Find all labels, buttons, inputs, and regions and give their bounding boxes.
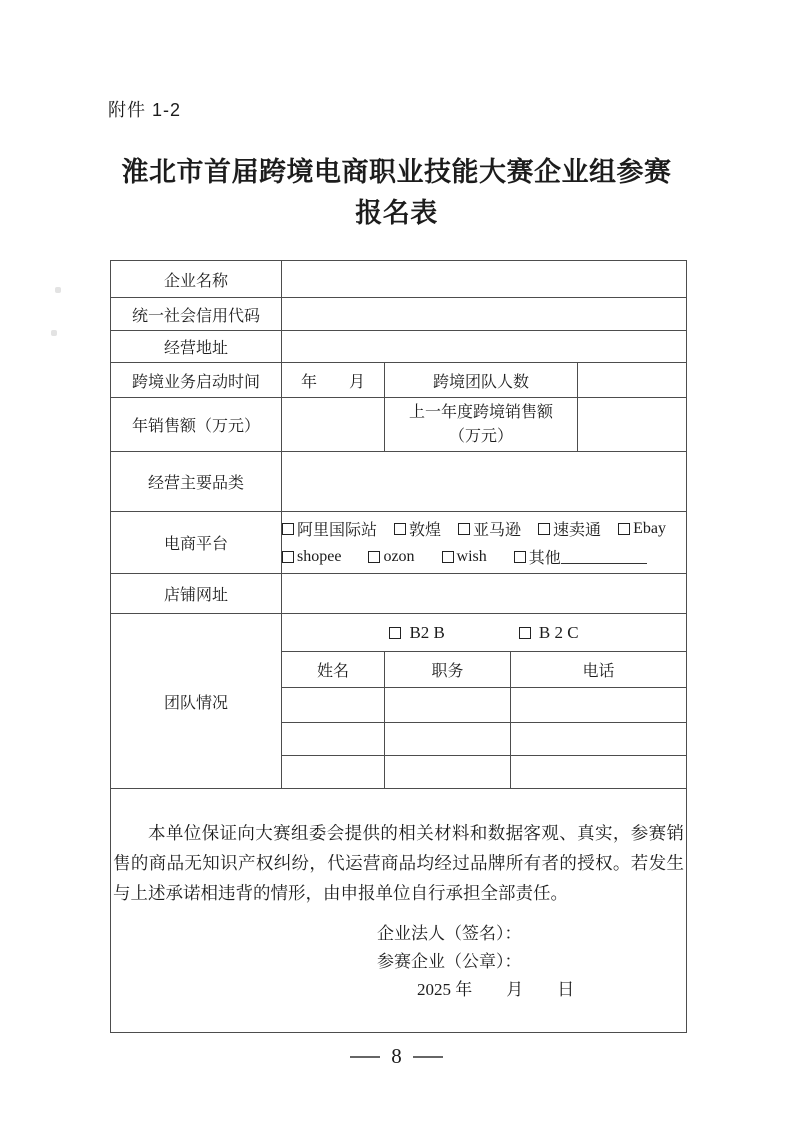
page-number-dash [350, 1056, 380, 1058]
categories-label: 经营主要品类 [111, 452, 282, 512]
credit-code-input-cell[interactable] [282, 298, 687, 331]
annual-sales-input-cell[interactable] [282, 398, 385, 452]
team-name-input-cell[interactable] [282, 688, 385, 723]
date-line: 2025 年 月 日 [417, 979, 575, 999]
declaration-row [111, 789, 687, 1033]
team-position-input-cell[interactable] [385, 756, 511, 789]
annual-sales-label: 年销售额（万元） [111, 398, 282, 452]
team-header-phone: 电话 [511, 652, 687, 688]
platforms-label: 电商平台 [111, 512, 282, 574]
last-year-sales-label [385, 398, 578, 452]
business-model-options [282, 623, 686, 643]
scan-speck [51, 330, 57, 336]
platform-checkbox-item[interactable] [368, 548, 414, 566]
team-size-label: 跨境团队人数 [385, 363, 578, 398]
platform-checkbox-item[interactable] [442, 548, 487, 566]
platform-checkbox-item[interactable] [458, 517, 521, 540]
platform-option-label: 敦煌 [409, 522, 442, 539]
platform-checkbox-item-other[interactable] [514, 545, 647, 568]
b2c-checkbox-item[interactable] [519, 623, 579, 643]
platform-option-label: 其他 [528, 550, 561, 567]
team-phone-input-cell[interactable] [511, 723, 687, 756]
checkbox-icon [282, 523, 294, 535]
page-number [0, 1044, 793, 1069]
checkbox-icon [442, 551, 454, 563]
platform-option-label: wish [456, 547, 487, 565]
platform-checkbox-item[interactable] [538, 517, 601, 540]
team-size-input-cell[interactable] [578, 363, 687, 398]
store-url-input-cell[interactable] [282, 574, 687, 614]
team-position-input-cell[interactable] [385, 723, 511, 756]
start-time-label: 跨境业务启动时间 [111, 363, 282, 398]
legal-person-signature-line: 企业法人（签名）： [377, 923, 522, 943]
business-model-cell [282, 614, 687, 652]
table-row [111, 614, 687, 652]
team-name-input-cell[interactable] [282, 756, 385, 789]
last-year-sales-label-line1: 上一年度跨境销售额 [408, 403, 553, 421]
checkbox-icon [389, 627, 401, 639]
table-row [111, 261, 687, 298]
page-number-value: 8 [391, 1044, 402, 1068]
platform-option-label: shopee [297, 547, 342, 565]
signature-block [377, 920, 686, 1004]
last-year-sales-input-cell[interactable] [578, 398, 687, 452]
checkbox-icon [458, 523, 470, 535]
platform-checkbox-item[interactable] [394, 517, 441, 540]
page-title [0, 152, 793, 234]
table-row [111, 363, 687, 398]
team-name-input-cell[interactable] [282, 723, 385, 756]
address-input-cell[interactable] [282, 331, 687, 363]
team-header-name: 姓名 [282, 652, 385, 688]
platform-checkbox-item[interactable] [282, 517, 377, 540]
platform-option-label: 亚马逊 [473, 522, 522, 539]
company-name-label: 企业名称 [111, 261, 282, 298]
categories-input-cell[interactable] [282, 452, 687, 512]
start-time-input-cell[interactable]: 年 月 [282, 363, 385, 398]
attachment-label: 附件 1-2 [108, 100, 182, 120]
other-platform-fill-line[interactable] [561, 549, 647, 564]
registration-form-table [110, 260, 687, 1033]
declaration-cell [111, 789, 687, 1033]
company-name-input-cell[interactable] [282, 261, 687, 298]
platforms-options-cell [282, 512, 687, 574]
checkbox-icon [282, 551, 294, 563]
table-row [111, 574, 687, 614]
business-model-label: B2 B [409, 622, 445, 642]
team-position-input-cell[interactable] [385, 688, 511, 723]
checkbox-icon [519, 627, 531, 639]
checkbox-icon [514, 551, 526, 563]
platform-checkbox-item[interactable] [618, 520, 666, 538]
team-label: 团队情况 [111, 614, 282, 789]
table-row [111, 398, 687, 452]
platform-options-line1 [282, 515, 686, 543]
checkbox-icon [538, 523, 550, 535]
address-label: 经营地址 [111, 331, 282, 363]
platform-option-label: Ebay [633, 519, 666, 537]
table-row [111, 331, 687, 363]
platform-option-label: 阿里国际站 [297, 522, 378, 539]
team-phone-input-cell[interactable] [511, 688, 687, 723]
platform-option-label: ozon [383, 547, 415, 565]
checkbox-icon [368, 551, 380, 563]
platform-checkbox-item[interactable] [282, 548, 341, 566]
title-line-1: 淮北市首届跨境电商职业技能大赛企业组参赛 [121, 157, 672, 187]
checkbox-icon [394, 523, 406, 535]
platform-option-label: 速卖通 [553, 522, 602, 539]
credit-code-label: 统一社会信用代码 [111, 298, 282, 331]
team-header-position: 职务 [385, 652, 511, 688]
last-year-sales-label-line2: （万元） [448, 427, 513, 445]
page-number-dash [413, 1056, 443, 1058]
company-seal-line: 参赛企业（公章）： [377, 951, 522, 971]
checkbox-icon [618, 523, 630, 535]
team-phone-input-cell[interactable] [511, 756, 687, 789]
scan-speck [55, 287, 61, 293]
table-row [111, 298, 687, 331]
platform-options-line2 [282, 543, 686, 571]
business-model-label: B 2 C [538, 622, 579, 642]
table-row [111, 452, 687, 512]
title-line-2: 报名表 [355, 198, 438, 228]
b2b-checkbox-item[interactable] [389, 623, 444, 643]
store-url-label: 店铺网址 [111, 574, 282, 614]
declaration-text: 本单位保证向大赛组委会提供的相关材料和数据客观、真实，参赛销售的商品无知识产权纠纷，代运营商品均经过品牌所有者的授权。若发生与上述承诺相违背的情形，由申报单位自行承担全部责任。 [113, 822, 684, 903]
table-row [111, 512, 687, 574]
